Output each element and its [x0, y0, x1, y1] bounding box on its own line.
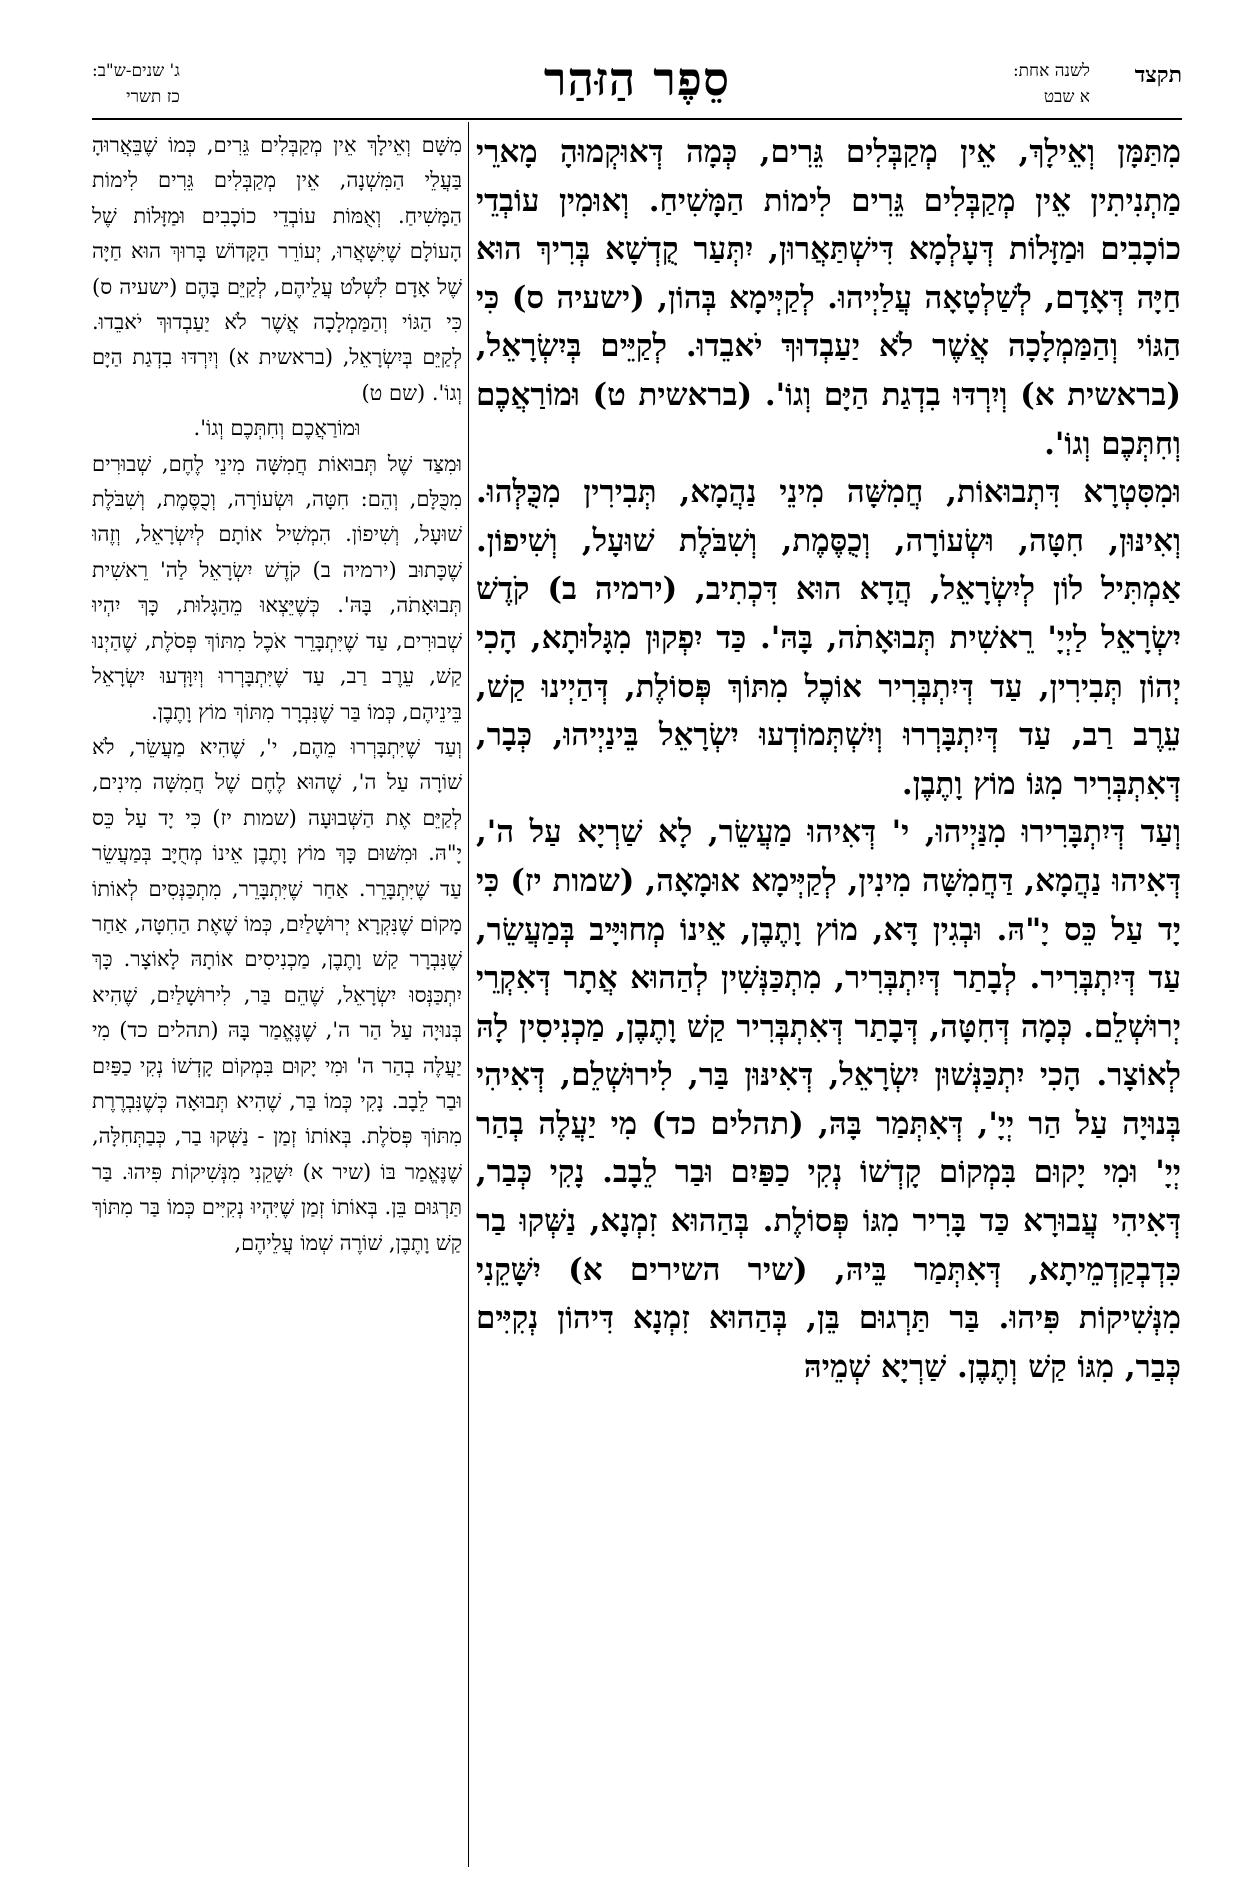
translation-paragraph-2: וּמוֹרַאֲכֶם וְחִתְּכֶם וְגוֹ'.	[193, 416, 361, 441]
header-daily-study-info	[1013, 58, 1090, 110]
header-left-line-2: כז תשרי	[126, 87, 180, 107]
header-divider	[92, 118, 1182, 120]
translation-paragraph-1: מִשָּׁם וְאֵילָךְ אֵין מְקַבְּלִים גֵּרִים, כְּמוֹ שֶׁבֵּאֲרוּהָ בַּעֲלֵי הַמִּשְׁנָה, אֵין מְקַבְּלִים גֵּרִים לִימוֹת הַמָּשִׁיחַ. וְאֻמּוֹת עוֹבְדֵי כוֹכָבִים וּמַזָּלוֹת שֶׁל הָעוֹלָם שֶׁיִּשָּׁאֲרוּ, יְעוֹרֵר הַקָּדוֹשׁ בָּרוּךְ הוּא חַיָּה שֶׁל אָדָם לִשְׁלֹט עֲלֵיהֶם, לְקַיֵּם בָּהֶם (ישעיה ס) כִּי הַגּוֹי וְהַמַּמְלָכָה אֲשֶׁר לֹא יַעַבְדוּךְ יֹאבֵדוּ. לְקַיֵּם בְּיִשְׂרָאֵל, (בראשית א) וְיִרְדּוּ בִדְגַת הַיָּם וְגוֹ'. (שם ט)	[92, 133, 462, 405]
main-paragraph-3: וְעַד דְּיִתְבָּרִירוּ מִנַּיְיהוּ, י' דְּאִיהוּ מַעֲשֵׂר, לָא שַׁרְיָא עַל ה', דְּאִיהוּ נַהֲמָא, דַּחֲמִשָּׁה מִינִין, לְקַיְּימָא אוּמָאָה, (שמות יז) כִּי יָד עַל כֵּס יָ"הּ. וּבְגִין דָּא, מוֹץ וָתֶבֶן, אֵינוֹ מְחוּיָּיב בְּמַעֲשֵׂר, עַד דְּיִתְבְּרִיר. לְבָתַר דְּיִתְבְּרִיר, מִתְכַּנְּשִׁין לְהַהוּא אֲתָר דְּאִקְרֵי יְרוּשְׁלֵם. כְּמָה דְּחִטָּה, דְּבָתַר דְּאִתְבְּרִיר קַשׁ וָתֶבֶן, מַכְנִיסִין לָהּ לְאוֹצָר. הָכִי יִתְכַּנְּשׁוּן יִשְׂרָאֵל, דְּאִינּוּן בַּר, לִירוּשְׁלֵם, דְּאִיהִי בְּנוּיָה עַל הַר יְיָ', דְּאִתְּמַר בָּהּ, (תהלים כד) מִי יַעֲלֶה בְהַר יְיָ' וּמִי יָקוּם בִּמְקוֹם קָדְשׁוֹ נְקִי כַפַּיִם וּבַר לֵבָב. נָקִי כְּבַר, דְּאִיהִי עֲבוּרָא כַּד בָּרִיר מִגּוֹ פְּסוֹלֶת. בְּהַהוּא זִמְנָא, נַשְּׁקוּ בַר כִּדְבְקַדְמֵיתָא, דְּאִתְּמַר בֵּיהּ, (שיר השירים א) יִשָּׁקֵנִי מִנְּשִׁיקוֹת פִּיהוּ. בַּר תַּרְגוּם בֵּן, בְּהַהוּא זִמְנָא דִּיהוֹן נְקִיִּים כְּבַר, מִגּוֹ קַשׁ וְתֶבֶן. שַׁרְיָא שְׁמֵיהּ	[476, 814, 1181, 1385]
translation-column	[92, 128, 462, 1868]
translation-paragraph-3: וּמִצַּד שֶׁל תְּבוּאוֹת חֲמִשָּׁה מִינֵי לֶחֶם, שְׁבוּרִים מִכֻּלָּם, וְהֵם: חִטָּה, וּשְׂעוֹרָה, וְכֻסֶּמֶת, וְשִׁבֹּלֶת שׁוּעָל, וְשִׁיפוֹן. הִמְשִׁיל אוֹתָם לְיִשְׂרָאֵל, וְזֶהוּ שֶׁכָּתוּב (ירמיה ב) קֹדֶשׁ יִשְׂרָאֵל לַה' רֵאשִׁית תְּבוּאָתֹה, בָּהּ'. כְּשֶׁיֵּצְאוּ מֵהַגָּלוּת, כָּךְ יִהְיוּ שְׁבוּרִים, עַד שֶׁיִּתְבָּרֵר אֹכֶל מִתּוֹךְ פְּסֹלֶת, שֶׁהַיְנוּ קַשׁ, עֵרֶב רַב, עַד שֶׁיִּתְבָּרְרוּ וְיִוָּדְעוּ יִשְׂרָאֵל בֵּינֵיהֶם, כְּמוֹ בַּר שֶׁנִּבְרָר מִתּוֹךְ מוֹץ וָתֶבֶן.	[92, 451, 462, 724]
header-right-line-1: לשנה אחת:	[1012, 61, 1090, 81]
main-paragraph-2: וּמִסִּטְרָא דִּתְבוּאוֹת, חֲמִשָּׁה מִינֵי נַהֲמָא, תְּבִירִין מִכֻּלְּהוּ. וְאִינּוּן, חִטָּה, וּשְׂעוֹרָה, וְכֻסֶּמֶת, וְשִׁבֹּלֶת שׁוּעָל, וְשִׁיפוֹן. אַמְתִּיל לוֹן לְיִשְׂרָאֵל, הֲדָא הוּא דִּכְתִיב, (ירמיה ב) קֹדֶשׁ יִשְׂרָאֵל לַיְיָ' רֵאשִׁית תְּבוּאָתֹה, בָּהּ'. כַּד יִפְקוּן מִגָּלוּתָא, הָכִי יְהוֹן תְּבִירִין, עַד דְּיִתְבְּרִיר אוֹכֶל מִתּוֹךְ פְּסוֹלֶת, דְּהַיְינוּ קַשׁ, עֵרֶב רַב, עַד דְּיִתְבָּרְרוּ וְיִשְׁתְּמוֹדְעוּ יִשְׂרָאֵל בֵּינַיְיהוּ, כְּבָר, דְּאִתְבְּרִיר מִגּוֹ מוֹץ וָתֶבֶן.	[476, 474, 1181, 802]
column-divider	[468, 122, 469, 1867]
page-number: תקצד	[1134, 62, 1182, 88]
main-text-column	[476, 128, 1181, 1868]
main-paragraph-1: מִתַּמָּן וְאֵילָךְ, אֵין מְקַבְּלִים גֵּרִים, כְּמָה דְּאוּקְמוּהָ מָארֵי מַתְנִיתִין אֵין מְקַבְּלִים גֵּרִים לִימוֹת הַמָּשִׁיחַ. וְאוּמִין עוֹבְדֵי כוֹכָבִים וּמַזָּלוֹת דְּעָלְמָא דִּישְׁתַּאֲרוּן, יִתְּעַר קֻדְשָׁא בְּרִיךְ הוּא חַיָּה דְּאָדָם, לְשַׁלְטָאָה עֲלַיְיהוּ. לְקַיְּימָא בְּהוֹן, (ישעיה ס) כִּי הַגּוֹי וְהַמַּמְלָכָה אֲשֶׁר לֹא יַעַבְדוּךְ יֹאבֵדוּ. לְקַיֵּים בְּיִשְׂרָאֵל, (בראשית א) וְיִרְדּוּ בִדְגַת הַיָּם וְגוֹ'. (בראשית ט) וּמוֹרַאֲכֶם וְחִתְּכֶם וְגוֹ'.	[476, 134, 1181, 462]
header-cycle-info	[92, 58, 180, 110]
page-header	[92, 52, 1182, 132]
header-right-line-2: א שבט	[1043, 87, 1090, 107]
book-title: סֵפֶר הַזּהַר	[543, 52, 731, 106]
header-left-line-1: ג' שנים-ש"ב:	[92, 61, 180, 81]
translation-paragraph-4: וְעַד שֶׁיִּתְבָּרְרוּ מֵהֶם, י', שֶׁהִיא מַעֲשֵׂר, לֹא שׁוֹרָה עַל ה', שֶׁהוּא לֶחֶם שֶׁל חֲמִשָּׁה מִינִים, לְקַיֵּם אֶת הַשְּׁבוּעָה (שמות יז) כִּי יָד עַל כֵּס יָ"הּ. וּמִשּׁוּם כָּךְ מוֹץ וָתֶבֶן אֵינוֹ מְחֻיָּב בְּמַעֲשֵׂר עַד שֶׁיִּתְבָּרֵר. אַחַר שֶׁיִּתְבָּרֵר, מִתְכַּנְּסִים לְאוֹתוֹ מָקוֹם שֶׁנִּקְרָא יְרוּשָׁלַיִם, כְּמוֹ שֶׁאֶת הַחִטָּה, אַחַר שֶׁנִּבְרָר קַשׁ וָתֶבֶן, מַכְנִיסִים אוֹתָהּ לָאוֹצָר. כָּךְ יִתְכַּנְּסוּ יִשְׂרָאֵל, שֶׁהֵם בַּר, לִירוּשָׁלַיִם, שֶׁהִיא בְּנוּיָה עַל הַר ה', שֶׁנֶּאֱמַר בָּהּ (תהלים כד) מִי יַעֲלֶה בְהַר ה' וּמִי יָקוּם בִּמְקוֹם קָדְשׁוֹ נְקִי כַפַּיִם וּבַר לֵבָב. נָקִי כְּמוֹ בַּר, שֶׁהִיא תְּבוּאָה כְּשֶׁנִּבְרֶרֶת מִתּוֹךְ פְּסֹלֶת. בְּאוֹתוֹ זְמַן - נַשְּׁקוּ בַר, כְּבַתְּחִלָּה, שֶׁנֶּאֱמַר בּוֹ (שיר א) יִשָּׁקֵנִי מִנְּשִׁיקוֹת פִּיהוּ. בַּר תַּרְגּוּם בֵּן. בְּאוֹתוֹ זְמַן שֶׁיִּהְיוּ נְקִיִּים כְּמוֹ בַּר מִתּוֹךְ קַשׁ וָתֶבֶן, שׁוֹרֶה שְׁמוֹ עֲלֵיהֶם,	[92, 734, 462, 1255]
